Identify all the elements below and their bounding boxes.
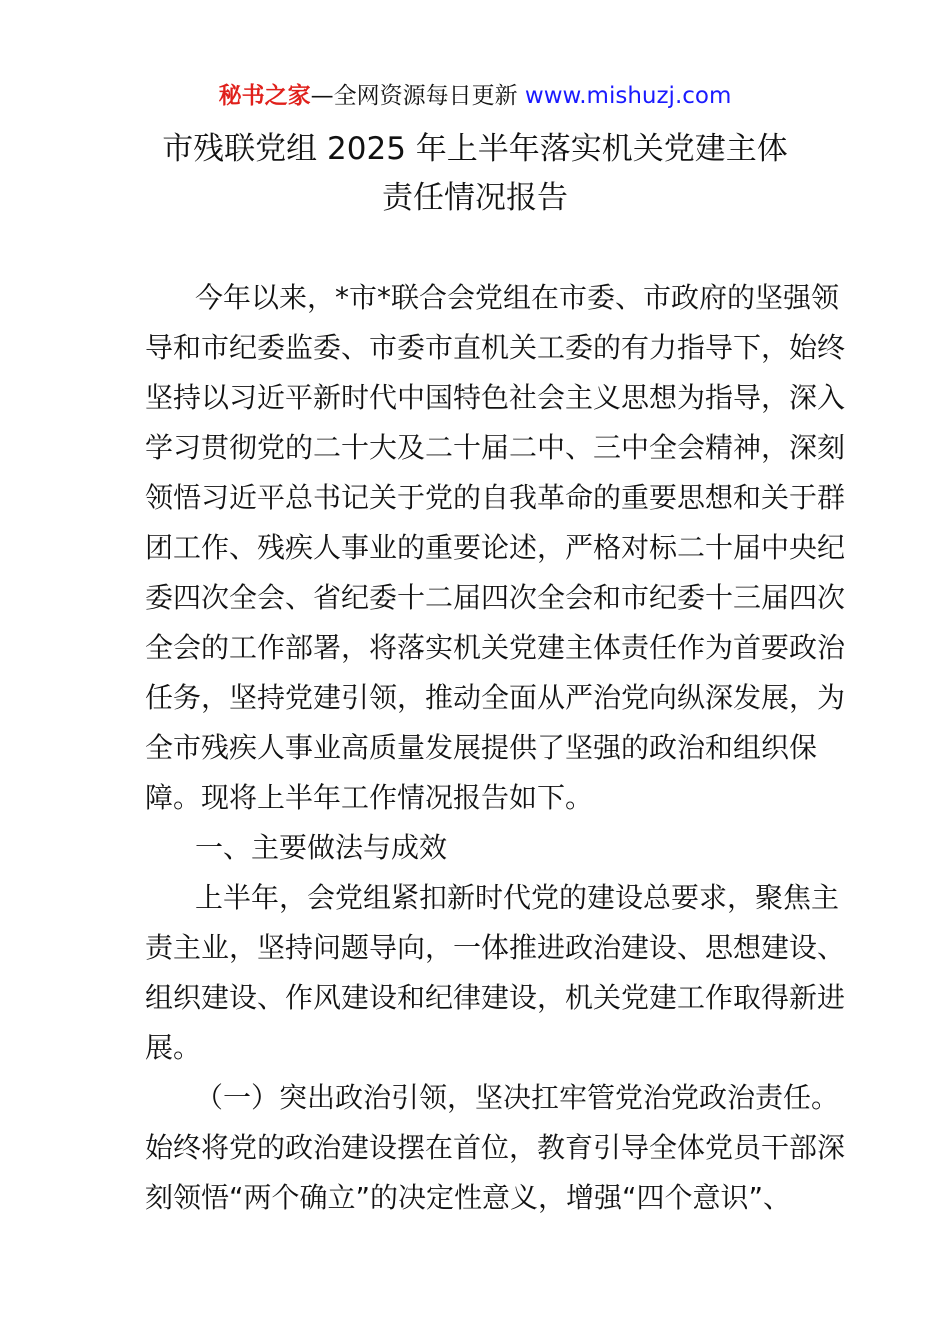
body-line: 今年以来，*市*联合会党组在市委、市政府的坚强领 bbox=[195, 281, 840, 314]
body-line: 团工作、残疾人事业的重要论述，严格对标二十届中央纪 bbox=[145, 531, 846, 564]
brand-name: 秘书之家 bbox=[218, 83, 311, 109]
body-line: 全会的工作部署，将落实机关党建主体责任作为首要政治 bbox=[145, 631, 846, 664]
body-line: 任务，坚持党建引领，推动全面从严治党向纵深发展，为 bbox=[145, 681, 846, 714]
body-line: 责主业，坚持问题导向，一体推进政治建设、思想建设、 bbox=[145, 931, 846, 964]
body-line: 领悟习近平总书记关于党的自我革命的重要思想和关于群 bbox=[145, 481, 846, 514]
body-line: 导和市纪委监委、市委市直机关工委的有力指导下，始终 bbox=[145, 331, 846, 364]
document-title-line-2: 责任情况报告 bbox=[382, 180, 568, 216]
document-title-line-1: 市残联党组 2025 年上半年落实机关党建主体 bbox=[162, 131, 788, 167]
document-body bbox=[145, 273, 846, 1223]
body-line: 障。现将上半年工作情况报告如下。 bbox=[145, 781, 594, 814]
body-line: 上半年，会党组紧扣新时代党的建设总要求，聚焦主 bbox=[195, 881, 840, 914]
body-line: 学习贯彻党的二十大及二十届二中、三中全会精神，深刻 bbox=[145, 431, 846, 464]
body-line: 刻领悟“两个确立”的决定性意义，增强“四个意识”、 bbox=[145, 1181, 792, 1214]
header-tagline: —全网资源每日更新 bbox=[310, 83, 525, 109]
subsection-heading: （一）突出政治引领，坚决扛牢管党治党政治责任。 bbox=[195, 1081, 840, 1114]
site-header bbox=[0, 80, 950, 112]
section-heading: 一、主要做法与成效 bbox=[195, 831, 448, 864]
body-line: 组织建设、作风建设和纪律建设，机关党建工作取得新进 bbox=[145, 981, 846, 1014]
body-line: 坚持以习近平新时代中国特色社会主义思想为指导，深入 bbox=[145, 381, 846, 414]
body-line: 展。 bbox=[145, 1031, 202, 1064]
body-line: 委四次全会、省纪委十二届四次全会和市纪委十三届四次 bbox=[145, 581, 846, 614]
site-url-link[interactable]: www.mishuzj.com bbox=[524, 83, 732, 109]
body-line: 始终将党的政治建设摆在首位，教育引导全体党员干部深 bbox=[145, 1131, 846, 1164]
body-line: 全市残疾人事业高质量发展提供了坚强的政治和组织保 bbox=[145, 731, 818, 764]
